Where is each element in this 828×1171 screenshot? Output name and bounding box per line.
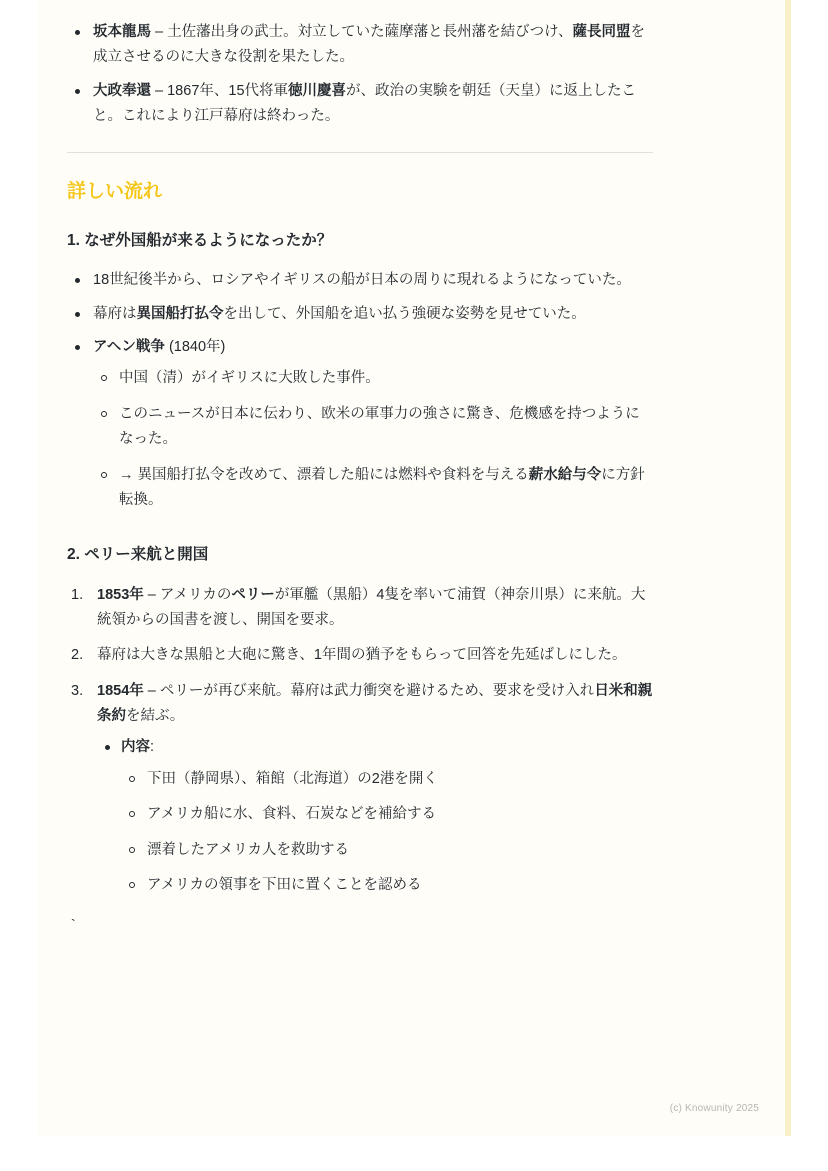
- list-item: [97, 735, 653, 898]
- bullet-text: (1840年): [164, 339, 226, 356]
- bullet-text: 18世紀後半から、ロシアやイギリスの船が日本の周りに現れるようになっていた。: [93, 272, 631, 289]
- sheet-edge-rail: [785, 0, 791, 1136]
- item-text: – ペリーが再び来航。幕府は武力衝突を避けるため、要求を受け入れ: [143, 682, 595, 699]
- copyright-footer: (c) Knowunity 2025: [669, 1103, 759, 1114]
- list-item: [67, 79, 653, 130]
- list-item: [67, 643, 653, 668]
- list-item: [67, 583, 653, 634]
- bullet-bold-term: 異国船打払令: [136, 305, 224, 322]
- bullet-text-tail: が、政治の実験を朝廷（天皇）に返上したこと。これにより江戸幕府は終わった。: [93, 82, 637, 125]
- bullet-bold-term: 徳川慶喜: [288, 82, 347, 99]
- item-text-tail: が軍艦（黒船）4隻を率いて浦賀（神奈川県）に来航。大統領からの国書を渡し、開国を要求。: [97, 586, 646, 628]
- item-bold-term: ペリー: [231, 586, 275, 603]
- sub-bullet-text: このニュースが日本に伝わり、欧米の軍事力の強さに驚き、危機感を持つようになった。: [119, 405, 640, 448]
- document-content: [67, 20, 653, 937]
- list-item: [93, 366, 653, 391]
- bullet-text-tail: を成立させるのに大きな役割を果たした。: [93, 24, 646, 66]
- list-item: [67, 20, 653, 71]
- list-item: [93, 463, 653, 514]
- subsection-heading-1: 1. なぜ外国船が来るようになったか？: [67, 232, 333, 250]
- sub-bullet-text: 漂着したアメリカ人を救助する: [147, 841, 349, 858]
- bullet-text: – 土佐藩出身の武士。対立していた薩摩藩と長州藩を結びつけ、: [151, 24, 573, 40]
- list-item: [121, 873, 653, 898]
- bullet-text-tail: を出して、外国船を追い払う強硬な姿勢を見せていた。: [223, 305, 586, 322]
- trailing-backtick: `: [71, 916, 76, 933]
- list-item: [121, 838, 653, 863]
- sub-bullet-text-tail: に方針転換。: [119, 466, 645, 508]
- treaty-terms-list: [121, 767, 653, 899]
- section-title: 詳しい流れ: [67, 180, 163, 202]
- bullet-text: – 1867年、15代将軍: [151, 82, 289, 99]
- list-item: [67, 268, 653, 293]
- sub-bullet-text: 下田（静岡県）、箱館（北海道）の2港を開く: [147, 770, 438, 787]
- section-divider: [67, 152, 653, 153]
- treaty-content-list: [97, 735, 653, 898]
- list-item: [121, 767, 653, 792]
- item-text: – アメリカの: [143, 586, 232, 603]
- section1-sub-bullet-list: [93, 366, 653, 513]
- bullet-lead-term: アヘン戦争: [93, 339, 165, 356]
- sub-bullet-text: 中国（清）がイギリスに大敗した事件。: [119, 370, 380, 387]
- section1-bullet-list: [67, 268, 653, 513]
- list-item: [67, 679, 653, 899]
- item-text-tail: を結ぶ。: [126, 708, 185, 725]
- sub-bullet-text: → 異国船打払令を改めて、漂着した船には燃料や食料を与える: [119, 466, 529, 483]
- list-item: [67, 302, 653, 327]
- sub-bullet-bold-term: 薪水給与令: [528, 466, 602, 483]
- top-bullet-list: [67, 20, 653, 130]
- document-sheet: [37, 0, 791, 1136]
- subsection-heading-2: 2. ペリー来航と開国: [67, 546, 209, 564]
- list-item: [121, 802, 653, 827]
- item-text: 幕府は大きな黒船と大砲に驚き、1年間の猶予をもらって回答を先延ばしにした。: [97, 647, 627, 664]
- sub-bullet-text: アメリカ船に水、食料、石炭などを補給する: [147, 806, 436, 823]
- list-item: [67, 335, 653, 513]
- list-item: [93, 402, 653, 453]
- bullet-lead-term: 大政奉還: [93, 82, 151, 99]
- bullet-lead-term: 坂本龍馬: [93, 24, 151, 40]
- item-year: 1854年: [97, 682, 144, 699]
- bullet-text: 幕府は: [93, 305, 137, 322]
- bullet-bold-term: 薩長同盟: [572, 24, 631, 40]
- content-label-suffix: :: [150, 739, 155, 756]
- item-year: 1853年: [97, 586, 144, 603]
- sub-bullet-text: アメリカの領事を下田に置くことを認める: [147, 876, 422, 893]
- item-bold-term: 日米和親条約: [97, 682, 653, 725]
- spacer: [67, 523, 653, 543]
- content-label: 内容: [121, 739, 150, 756]
- section2-numbered-list: [67, 583, 653, 899]
